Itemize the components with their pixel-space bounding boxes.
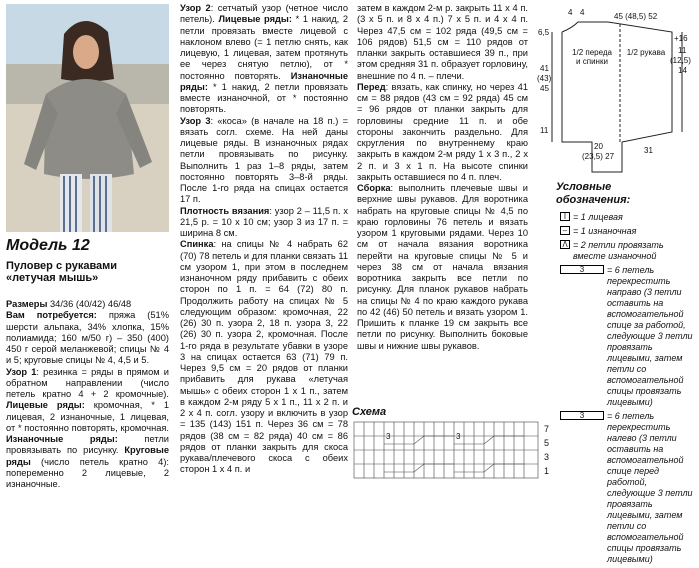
gauge-paragraph: Плотность вязания: узор 2 – 11,5 п. х 21,5 р. = 10 х 10 см; узор 3 из 17 п. = ширина 8 см. [180,205,348,238]
schema-cross-mark: 3 [456,432,461,441]
pattern-right-125: (12,5) [670,56,691,65]
model-subtitle: Пуловер с рукавами «летучая мышь» [6,260,118,284]
schema-row-7: 7 [544,424,550,434]
schema-row-1: 1 [544,466,550,476]
legend-item: 3 = 6 петель перекрестить налево (3 петли оставить на вспомогательной спице перед работой, следующие 3 петли провязать лицевыми, затем петли со вспомогательной спицы провязать лицевыми) [560,411,696,565]
pattern-top-4b: 4 [580,8,585,17]
legend-item: I = 1 лицевая [560,212,696,223]
materials-paragraph: Вам потребуется: пряжа (51% шерсти альпака, 34% хлопка, 15% полиамида; 160 м/50 г) – 350 (400) 450 г серой меланжевой; спицы № 4 и 5; круговые спицы № 4, 4,5 и 5. [6,310,169,366]
back-continued-paragraph: затем в каждом 2-м р. закрыть 11 х 4 п. (3 х 5 п. и 8 х 4 п.) 7 х 5 п. и 4 х 4 п. Через 47,5 см = 102 ряда (49,5 см = 106 рядов) 51,5 см = 110 рядов от планки закрыть оставшиеся 39 п., при этом средняя 31 п. образует горловину, внешние по 4 п. – плечи. [357,3,528,81]
pattern1-paragraph: Узор 1: резинка = ряды в прямом и обратном направлении (число петель кратно 4 + 2 кромочные). Лицевые ряды: кромочная, * 1 лицевая, 2 изнаночные, 1 лицевая, от * постоянно повторять, кромочная. Изнаночные ряды: петли провязывать по рисунку. Круговые ряды (число петель кратно 4): попеременно 2 лицевые, 2 изнаночные. [6,366,169,489]
schema-row-5: 5 [544,438,550,448]
column-patterns [180,3,348,489]
cross-left-symbol: 3 [560,411,604,420]
pattern-top-width: 45 (48,5) 52 [614,12,658,21]
cross-right-symbol: 3 [560,265,604,274]
pattern-bottom-31: 31 [644,146,653,155]
pattern-right-16: +16 [674,34,688,43]
legend [560,212,696,568]
pattern-right-14: 14 [678,66,687,75]
column-materials [6,299,169,489]
pattern-front-label: 1/2 переда и спинки [572,48,612,66]
pattern-top-4a: 4 [568,8,573,17]
pattern-left-45: 45 [540,84,549,93]
column-assembly [357,3,528,403]
front-paragraph: Перед: вязать, как спинку, но через 41 см = 88 рядов (43 см = 92 ряда) 45 см = 96 рядов от планки закрыть для горловины средние 11 п. и обе стороны закончить раздельно. Для скругления по внутреннему краю закрыть в каждом 2-м ряду 1 х 3 п., 2 х 2 п. и 3 х 1 п. На высоте спинки закрыть оставшиеся по 4 п. плеч. [357,81,528,182]
pattern-diagram [532,2,698,178]
pattern-sleeve-label: 1/2 рукава [626,48,666,57]
legend-title: Условные обозначения: [556,181,631,206]
schema-cross-mark: 3 [386,432,391,441]
schema-title: Схема [352,406,387,418]
pattern-right-11: 11 [678,46,687,55]
pattern-left-43: (43) [537,74,552,83]
legend-item: – = 1 изнаночная [560,226,696,237]
sizes-paragraph: Размеры 34/36 (40/42) 46/48 [6,299,132,309]
schema-row-3: 3 [544,452,550,462]
legend-item: Λ = 2 петли провязать вместе изнаночной [560,240,696,262]
model-title: Модель 12 [6,237,90,254]
decrease-symbol: Λ [560,240,570,249]
pattern-bottom-20: 20 [594,142,603,151]
pattern3-paragraph: Узор 3: «коса» (в начале на 18 п.) = вязать согл. схеме. На ней даны лицевые ряды. В изнаночных рядах петли провязывать по рисунку. Выполнить 1 раз 1–8 ряды, затем постоянно повторять 3–8-й ряды. После 1-го ряда на спицах остается 17 п. [180,115,348,205]
legend-item: 3 = 6 петель перекрестить направо (3 петли оставить на вспомогательной спице за работой, следующие 3 петли провязать лицевыми, затем петли со вспомогательной спицы провязать лицевыми) [560,265,696,408]
pattern-left-11a: 11 [540,126,549,135]
pattern2-paragraph: Узор 2: сетчатый узор (четное число петель). Лицевые ряды: * 1 накид, 2 петли провязать вместе лицевой с наклоном влево (= 1 петлю снять, как лицевую, 1 лицевая, затем протянуть ее через снятую петлю), от * постоянно повторять. Изнаночные ряды: * 1 накид, 2 петли провязать вместе изнаночной, от * постоянно повторять. [180,3,348,115]
pattern-bottom-235: (23,5) 27 [582,152,615,161]
assembly-paragraph: Сборка: выполнить плечевые швы и верхние швы рукавов. Для воротника набрать на круговые спицы № 4,5 по краю горловины 76 петель и вязать узором 1 круговыми рядами. Через 10 см от начала вязания воротника перейти на круговые спицы № 5 и через 38 см от начала вязания воротника закрыть все петли по рисунку. Для планок рукавов набрать на спицы № 4 по краю каждого рукава по 42 (46) 50 петель и вязать узором 1. Пришить к планке 19 см закрыть все петли по рисунку. Выполнить боковые швы и нижние швы рукавов. [357,183,528,351]
pattern-left-41: 41 [540,64,549,73]
back-paragraph: Спинка: на спицы № 4 набрать 62 (70) 78 петель и для планки связать 11 см узором 1, при этом в последнем изнаночном ряду прибавить с обеих сторон по 1 п. = 64 (72) 80 п. Продолжить работу на спицах № 5 следующим образом: кромочная, 22 (26) 30 п. узора 2, 18 п. узора 3, 22 (26) 30 п. узора 2, кромочная. После 1-го ряда в результате убавки в узоре 3 на спицах остается 63 (71) 79 п. Через 9,5 см = 20 рядов от планки прибавить для рукава «летучая мышь» с обеих сторон 1 х 1 п., затем в каждом 2-м ряду 5 х 1 п., 11 х 2 п. и 2 х 4 п. согл. узору и включить в узор = 135 (143) 151 п. Через 36 см = 78 рядов (38 см = 82 ряда) 40 см = 86 рядов от планки закрыть для скоса рукава/плечевого скоса с обеих сторон 1 х 4 п. и [180,239,348,475]
cable-chart [352,420,554,487]
knit-symbol: I [560,212,570,221]
model-photo [6,4,169,232]
purl-symbol: – [560,226,570,235]
pattern-left-65: 6,5 [538,28,550,37]
